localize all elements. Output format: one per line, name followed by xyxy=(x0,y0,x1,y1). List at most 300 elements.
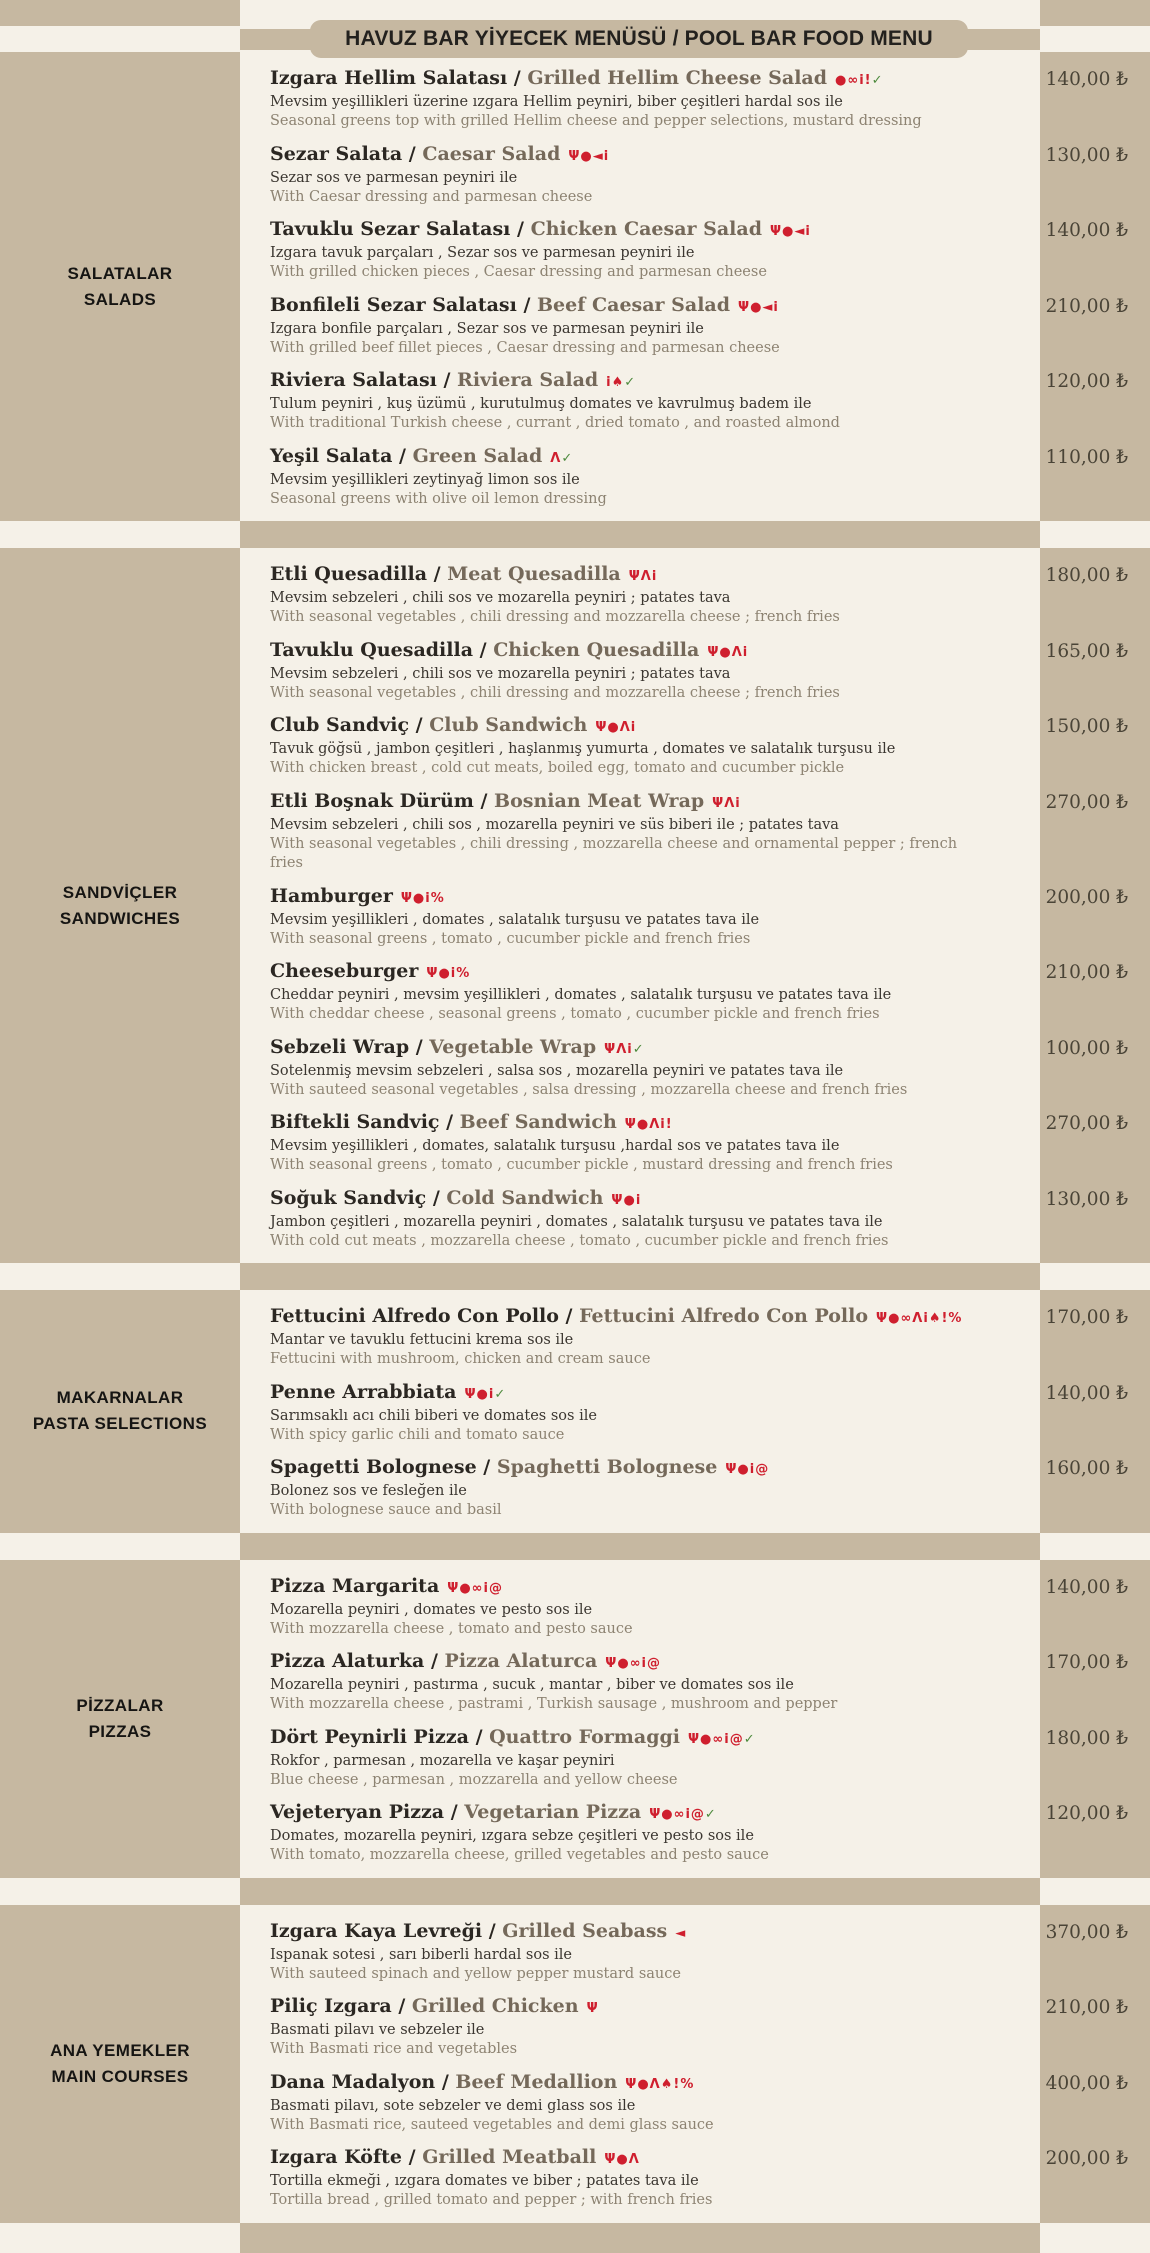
item-name-tr: Etli Quesadilla xyxy=(270,563,428,585)
item-desc-tr: Jambon çeşitleri , mozarella peyniri , domates , salatalık turşusu ve patates tava ile xyxy=(270,1213,883,1230)
vegetarian-icon: ✓ xyxy=(743,1731,756,1747)
item-desc-en: With chicken breast , cold cut meats, boiled egg, tomato and cucumber pickle xyxy=(270,760,845,776)
item-allergen-icons xyxy=(876,1311,962,1326)
item-allergen-icons xyxy=(675,1926,686,1941)
sesame-icon: % xyxy=(948,1311,963,1326)
item-name-slash: / xyxy=(476,1456,497,1478)
wheat-icon: Ψ xyxy=(876,1311,889,1326)
celery-icon: Λ xyxy=(616,1041,628,1057)
item-name-tr: Dört Peynirli Pizza xyxy=(270,1725,469,1748)
item-desc-en: Seasonal greens top with grilled Hellim cheese and pepper selections, mustard dressing xyxy=(270,113,922,129)
item-price: 140,00 ₺ xyxy=(1040,1560,1150,1647)
wheat-icon: Ψ xyxy=(769,224,783,239)
menu-section xyxy=(0,1290,1150,1533)
celery-icon: Λ xyxy=(628,2152,640,2167)
menu-item xyxy=(240,2067,1150,2143)
item-title xyxy=(270,1186,1030,1213)
item-name-slash: / xyxy=(473,789,495,812)
section-separator xyxy=(0,1533,1150,1560)
egg-icon: ● xyxy=(661,1807,674,1822)
item-name-slash: / xyxy=(402,142,423,165)
item-desc-tr: Tulum peyniri , kuş üzümü , kurutulmuş domates ve kavrulmuş badem ile xyxy=(270,396,812,412)
item-desc-tr: Mevsim yeşillikleri , domates , salatalık turşusu ve patates tava ile xyxy=(270,911,760,928)
celery-icon: Λ xyxy=(731,644,743,660)
item-allergen-icons xyxy=(738,300,779,315)
item-allergen-icons xyxy=(587,2001,599,2016)
section-separator xyxy=(0,1878,1150,1905)
item-name-slash: / xyxy=(427,563,448,585)
item-allergen-icons xyxy=(401,891,445,906)
item-allergen-icons xyxy=(604,1042,644,1057)
item-name-en: Fettucini Alfredo Con Pollo xyxy=(579,1305,869,1327)
item-name-slash: / xyxy=(435,2070,456,2093)
item-desc-tr: Mevsim yeşillikleri zeytinyağ limon sos ile xyxy=(270,471,580,488)
celery-icon: Λ xyxy=(912,1311,924,1326)
wheat-icon: Ψ xyxy=(447,1580,460,1596)
egg-icon: ● xyxy=(700,1731,713,1747)
item-name-en: Club Sandwich xyxy=(429,714,588,736)
item-desc-en: With grilled chicken pieces , Caesar dressing and parmesan cheese xyxy=(270,264,767,280)
item-name-en: Vegetable Wrap xyxy=(429,1035,597,1058)
item-price: 165,00 ₺ xyxy=(1040,635,1150,711)
menu-item xyxy=(240,1797,1150,1878)
egg-icon: ● xyxy=(637,2076,650,2092)
menu-item xyxy=(240,956,1150,1032)
item-desc-en: With seasonal vegetables , chili dressing and mozzarella cheese ; french fries xyxy=(270,609,840,625)
fish-icon: ◄ xyxy=(794,224,806,239)
item-desc-tr: Mevsim yeşillikleri üzerine ızgara Hellim peyniri, biber çeşitleri hardal sos ile xyxy=(270,94,843,110)
item-price: 130,00 ₺ xyxy=(1040,1183,1150,1264)
item-title xyxy=(270,884,1030,911)
item-allergen-icons xyxy=(712,796,741,811)
bottle-icon: i xyxy=(425,890,431,906)
item-desc-tr: Mozarella peyniri , pastırma , sucuk , mantar , biber ve domates sos ile xyxy=(270,1677,794,1693)
item-price: 210,00 ₺ xyxy=(1040,290,1150,366)
menu-section xyxy=(0,1905,1150,2223)
item-name-slash: / xyxy=(516,293,537,316)
bottle-icon: i xyxy=(635,1192,642,1208)
egg-icon: ● xyxy=(617,1656,630,1671)
item-desc-en: With traditional Turkish cheese , currant , dried tomato , and roasted almond xyxy=(270,415,840,431)
wheat-icon: Ψ xyxy=(628,569,641,584)
item-desc-en: Blue cheese , parmesan , mozzarella and yellow cheese xyxy=(270,1771,678,1788)
item-desc-tr: Cheddar peyniri , mevsim yeşillikleri , domates , salatalık turşusu ve patates tava ile xyxy=(270,987,892,1003)
vegetarian-icon: ✓ xyxy=(704,1807,717,1822)
bottle-icon: i xyxy=(805,224,811,239)
item-name-slash: / xyxy=(482,1919,503,1942)
item-title xyxy=(270,1304,1030,1331)
item-name-slash: / xyxy=(426,1186,447,1209)
menu-item xyxy=(240,2142,1150,2223)
wheat-icon: Ψ xyxy=(725,1462,738,1477)
wheat-icon: Ψ xyxy=(649,1807,662,1822)
item-price: 120,00 ₺ xyxy=(1040,365,1150,441)
item-title xyxy=(270,142,1030,169)
item-desc-tr: Sotelenmiş mevsim sebzeleri , salsa sos , mozarella peyniri ve patates tava ile xyxy=(270,1062,844,1079)
item-desc-en: With seasonal greens , tomato , cucumber pickle , mustard dressing and french fries xyxy=(270,1157,893,1173)
item-name-tr: Bonfileli Sezar Salatası xyxy=(270,293,517,316)
item-allergen-icons xyxy=(568,149,609,164)
menu-item xyxy=(240,1905,1150,1992)
section-label-line: SALADS xyxy=(83,289,157,309)
item-desc-tr: Mevsim sebzeleri , chili sos ve mozarella peyniri ; patates tava xyxy=(270,590,731,606)
fish-icon: ◄ xyxy=(762,299,774,315)
item-allergen-icons xyxy=(550,451,573,466)
menu-item xyxy=(240,1107,1150,1183)
item-title xyxy=(270,368,1030,395)
section-separator xyxy=(0,521,1150,548)
item-desc-tr: Tavuk göğsü , jambon çeşitleri , haşlanmış yumurta , domates ve salatalık turşusu ile xyxy=(270,741,896,757)
item-title xyxy=(270,2070,1030,2097)
menu-item-main xyxy=(240,710,1040,786)
item-name-tr: Izgara Kaya Levreği xyxy=(270,1919,483,1942)
item-price: 210,00 ₺ xyxy=(1040,956,1150,1032)
item-price: 180,00 ₺ xyxy=(1040,1722,1150,1798)
egg-icon: ● xyxy=(623,1192,636,1208)
menu-item-main xyxy=(240,1560,1040,1647)
item-price: 270,00 ₺ xyxy=(1040,1107,1150,1183)
item-desc-en: With tomato, mozzarella cheese, grilled vegetables and pesto sauce xyxy=(270,1847,769,1863)
item-name-tr: Izgara Köfte xyxy=(270,2146,403,2168)
menu-item xyxy=(240,139,1150,215)
menu-item xyxy=(240,710,1150,786)
vegetarian-icon: ✓ xyxy=(871,73,884,88)
item-name-tr: Yeşil Salata xyxy=(270,444,393,467)
item-price: 170,00 ₺ xyxy=(1040,1290,1150,1377)
menu-item xyxy=(240,1290,1150,1377)
menu-item xyxy=(240,1560,1150,1647)
celery-icon: Λ xyxy=(640,569,652,584)
spiral-icon: @ xyxy=(647,1656,661,1671)
item-allergen-icons xyxy=(604,2152,639,2167)
section-items xyxy=(240,1905,1150,2223)
bottle-icon: i xyxy=(483,1580,489,1596)
menu-item-main xyxy=(240,290,1040,366)
section-label-line: MAIN COURSES xyxy=(51,2066,189,2086)
section-label-line: ANA YEMEKLER xyxy=(50,2040,190,2060)
celery-icon: Λ xyxy=(649,2076,661,2092)
section-items xyxy=(240,548,1150,1263)
item-name-en: Chicken Quesadilla xyxy=(493,638,700,661)
item-name-slash: / xyxy=(468,1725,490,1748)
item-desc-en: With bolognese sauce and basil xyxy=(270,1502,502,1518)
section-label-line: PIZZAS xyxy=(88,1721,152,1741)
egg-icon: ● xyxy=(607,720,620,735)
menu-item xyxy=(240,1646,1150,1722)
egg-icon: ● xyxy=(737,1462,750,1477)
item-price: 140,00 ₺ xyxy=(1040,52,1150,139)
egg-icon: ● xyxy=(459,1580,472,1596)
item-name-slash: / xyxy=(510,218,531,240)
item-desc-tr: Mevsim sebzeleri , chili sos ve mozarella peyniri ; patates tava xyxy=(270,665,731,682)
item-name-slash: / xyxy=(409,714,430,736)
spiral-icon: @ xyxy=(488,1580,503,1596)
wheat-icon: Ψ xyxy=(426,966,439,981)
section-label-line: MAKARNALAR xyxy=(56,1388,184,1408)
menu-item xyxy=(240,1991,1150,2067)
wheat-icon: Ψ xyxy=(400,890,413,906)
celery-icon: Λ xyxy=(619,720,631,735)
item-price: 200,00 ₺ xyxy=(1040,2142,1150,2223)
menu-item-main xyxy=(240,1377,1040,1453)
item-name-en: Vegetarian Pizza xyxy=(464,1801,642,1823)
item-name-tr: Pizza Margarita xyxy=(270,1574,440,1597)
menu-item-main xyxy=(240,1905,1040,1992)
fish-icon: ◄ xyxy=(592,148,604,164)
item-title xyxy=(270,444,1030,471)
item-allergen-icons xyxy=(605,1656,661,1671)
celery-icon: Λ xyxy=(550,450,562,466)
item-title xyxy=(270,562,1030,589)
item-desc-en: Fettucini with mushroom, chicken and cream sauce xyxy=(270,1351,651,1367)
menu-item-main xyxy=(240,2067,1040,2143)
item-allergen-icons xyxy=(835,73,884,88)
item-title xyxy=(270,1035,1030,1062)
item-price: 110,00 ₺ xyxy=(1040,441,1150,522)
vegetarian-icon: ✓ xyxy=(624,375,637,390)
item-desc-en: With mozzarella cheese , tomato and pesto sauce xyxy=(270,1620,633,1637)
item-name-en: Green Salad xyxy=(412,444,543,467)
egg-icon: ● xyxy=(412,890,426,906)
item-allergen-icons xyxy=(629,569,658,584)
item-desc-en: With seasonal greens , tomato , cucumber pickle and french fries xyxy=(270,930,751,947)
item-name-tr: Sebzeli Wrap xyxy=(270,1035,410,1058)
menu-item-main xyxy=(240,956,1040,1032)
wheat-icon: Ψ xyxy=(624,1117,637,1132)
item-title xyxy=(270,1110,1030,1137)
bottle-icon: i xyxy=(606,375,612,390)
item-name-tr: Pizza Alaturka xyxy=(270,1650,425,1672)
item-name-en: Grilled Hellim Cheese Salad xyxy=(527,67,828,89)
menu-item-main xyxy=(240,635,1040,711)
exclamation-icon: ! xyxy=(941,1311,949,1326)
item-name-en: Grilled Seabass xyxy=(502,1919,668,1942)
item-name-tr: Penne Arrabbiata xyxy=(270,1380,457,1403)
menu-item xyxy=(240,635,1150,711)
sesame-icon: % xyxy=(680,2076,695,2092)
item-title xyxy=(270,1994,1030,2021)
menu-item xyxy=(240,52,1150,139)
item-price: 400,00 ₺ xyxy=(1040,2067,1150,2143)
menu-item-main xyxy=(240,1107,1040,1183)
item-price: 120,00 ₺ xyxy=(1040,1797,1150,1878)
item-name-slash: / xyxy=(392,444,413,467)
item-desc-tr: Mevsim yeşillikleri , domates, salatalık turşusu ,hardal sos ve patates tava ile xyxy=(270,1138,840,1154)
wheat-icon: Ψ xyxy=(595,720,608,735)
item-desc-tr: Mevsim sebzeleri , chili sos , mozarella peyniri ve süs biberi ile ; patates tava xyxy=(270,816,839,833)
menu-item xyxy=(240,214,1150,290)
menu-item xyxy=(240,441,1150,522)
bottle-icon: i xyxy=(450,966,457,981)
bottle-icon: i xyxy=(773,299,779,315)
section-label xyxy=(0,1560,240,1878)
item-title xyxy=(270,2145,1030,2172)
section-items xyxy=(240,1560,1150,1878)
item-name-slash: / xyxy=(424,1650,445,1672)
menu-header xyxy=(0,0,1150,52)
bottle-icon: i xyxy=(742,644,749,660)
menu-item-main xyxy=(240,365,1040,441)
almond-icon: ♠ xyxy=(660,2076,674,2092)
spiral-icon: @ xyxy=(729,1731,744,1747)
item-price: 270,00 ₺ xyxy=(1040,786,1150,881)
item-title xyxy=(270,789,1030,816)
item-title xyxy=(270,1380,1030,1407)
item-name-tr: Cheeseburger xyxy=(270,960,419,982)
sausage-icon: ∞ xyxy=(900,1311,913,1326)
item-allergen-icons xyxy=(688,1732,756,1747)
sausage-icon: ∞ xyxy=(471,1580,484,1596)
bottle-icon: i xyxy=(641,1656,647,1671)
item-name-slash: / xyxy=(507,67,528,89)
menu-section xyxy=(0,548,1150,1263)
item-name-slash: / xyxy=(444,1801,465,1823)
item-desc-tr: Sarımsaklı acı chili biberi ve domates sos ile xyxy=(270,1407,597,1424)
menu-item-main xyxy=(240,214,1040,290)
section-label-line: SANDWICHES xyxy=(59,908,181,928)
menu-title-bubble xyxy=(310,20,968,58)
egg-icon: ● xyxy=(616,2152,629,2167)
item-name-slash: / xyxy=(558,1305,580,1327)
item-allergen-icons xyxy=(625,1117,673,1132)
wheat-icon: Ψ xyxy=(605,1656,618,1671)
menu-item-main xyxy=(240,139,1040,215)
egg-icon: ● xyxy=(750,299,763,315)
menu-item-main xyxy=(240,1797,1040,1878)
section-label-line: SALATALAR xyxy=(67,263,173,283)
item-allergen-icons xyxy=(611,1193,641,1208)
item-price: 200,00 ₺ xyxy=(1040,881,1150,957)
item-title xyxy=(270,1649,1030,1676)
item-title xyxy=(270,1574,1030,1601)
item-price: 170,00 ₺ xyxy=(1040,1646,1150,1722)
item-name-en: Cold Sandwich xyxy=(446,1186,604,1209)
vegetarian-icon: ✓ xyxy=(632,1041,645,1057)
egg-icon: ● xyxy=(636,1117,650,1132)
item-name-tr: Fettucini Alfredo Con Pollo xyxy=(270,1305,559,1327)
item-allergen-icons xyxy=(464,1387,506,1402)
wheat-icon: Ψ xyxy=(625,2076,638,2092)
item-desc-en: Tortilla bread , grilled tomato and pepper ; with french fries xyxy=(270,2192,713,2208)
egg-icon: ● xyxy=(580,148,593,164)
menu-item xyxy=(240,1722,1150,1798)
spiral-icon: @ xyxy=(755,1462,770,1477)
bottle-icon: i xyxy=(724,1731,730,1747)
item-price: 160,00 ₺ xyxy=(1040,1452,1150,1533)
sesame-icon: % xyxy=(430,890,445,906)
item-name-tr: Vejeteryan Pizza xyxy=(270,1801,445,1823)
item-name-en: Riviera Salad xyxy=(457,369,599,391)
vegetarian-icon: ✓ xyxy=(561,450,574,466)
menu-item xyxy=(240,1452,1150,1533)
exclamation-icon: ! xyxy=(864,73,872,88)
almond-icon: ♠ xyxy=(928,1311,942,1326)
item-name-tr: Club Sandviç xyxy=(270,714,410,736)
item-name-tr: Tavuklu Sezar Salatası xyxy=(270,218,511,240)
item-name-en: Meat Quesadilla xyxy=(447,563,621,585)
item-name-tr: Soğuk Sandviç xyxy=(270,1186,427,1209)
menu-item-main xyxy=(240,1183,1040,1264)
item-name-slash: / xyxy=(391,1995,412,2017)
item-name-en: Bosnian Meat Wrap xyxy=(494,789,705,812)
item-name-slash: / xyxy=(439,1111,460,1133)
item-name-tr: Tavuklu Quesadilla xyxy=(270,638,474,661)
item-name-en: Pizza Alaturca xyxy=(444,1650,598,1672)
section-label xyxy=(0,548,240,1263)
item-desc-en: With seasonal vegetables , chili dressing , mozzarella cheese and ornamental pepper ; french fries xyxy=(270,835,958,871)
section-items xyxy=(240,1290,1150,1533)
bottle-icon: i xyxy=(749,1462,756,1477)
wheat-icon: Ψ xyxy=(712,795,725,811)
menu-item xyxy=(240,786,1150,881)
item-desc-tr: Ispanak sotesi , sarı biberli hardal sos ile xyxy=(270,1946,572,1963)
item-allergen-icons xyxy=(606,375,636,390)
header-right-corner-block xyxy=(1040,0,1150,26)
wheat-icon: Ψ xyxy=(707,644,720,660)
item-title xyxy=(270,293,1030,320)
item-name-tr: Spagetti Bolognese xyxy=(270,1456,477,1478)
menu-section xyxy=(0,1560,1150,1878)
item-title xyxy=(270,1919,1030,1946)
celery-icon: Λ xyxy=(724,795,736,811)
menu-item-main xyxy=(240,548,1040,635)
sausage-icon: ∞ xyxy=(847,73,860,88)
item-title xyxy=(270,959,1030,986)
item-name-tr: Biftekli Sandviç xyxy=(270,1111,440,1133)
item-allergen-icons xyxy=(725,1462,769,1477)
sausage-icon: ∞ xyxy=(712,1731,725,1747)
section-label-line: PİZZALAR xyxy=(76,1695,164,1715)
wheat-icon: Ψ xyxy=(464,1386,477,1402)
menu-item xyxy=(240,881,1150,957)
item-name-tr: Piliç Izgara xyxy=(270,1995,392,2017)
menu-item-main xyxy=(240,2142,1040,2223)
bottom-separator xyxy=(0,2223,1150,2253)
wheat-icon: Ψ xyxy=(604,1041,617,1057)
item-name-en: Grilled Chicken xyxy=(411,1995,579,2017)
bottle-icon: i xyxy=(630,720,637,735)
item-desc-en: With grilled beef fillet pieces , Caesar dressing and parmesan cheese xyxy=(270,339,780,356)
item-price: 370,00 ₺ xyxy=(1040,1905,1150,1992)
bottle-icon: i xyxy=(660,1117,666,1132)
item-name-slash: / xyxy=(409,1035,430,1058)
spiral-icon: @ xyxy=(690,1807,705,1822)
egg-icon: ● xyxy=(782,224,795,239)
item-desc-tr: Mozarella peyniri , domates ve pesto sos ile xyxy=(270,1601,593,1618)
item-desc-tr: Basmati pilavı, sote sebzeler ve demi glass sos ile xyxy=(270,2097,636,2114)
item-allergen-icons xyxy=(770,224,811,239)
wheat-icon: Ψ xyxy=(586,2001,599,2016)
item-desc-en: With cheddar cheese , seasonal greens , tomato , cucumber pickle and french fries xyxy=(270,1006,880,1022)
item-title xyxy=(270,1455,1030,1482)
item-desc-tr: Izgara tavuk parçaları , Sezar sos ve parmesan peyniri ile xyxy=(270,245,695,261)
sesame-icon: % xyxy=(456,966,471,981)
item-name-tr: Dana Madalyon xyxy=(270,2070,436,2093)
item-desc-en: With sauteed seasonal vegetables , salsa dressing , mozzarella cheese and french fries xyxy=(270,1081,908,1098)
item-allergen-icons xyxy=(707,645,748,660)
item-title xyxy=(270,1800,1030,1827)
egg-icon: ● xyxy=(888,1311,901,1326)
section-label xyxy=(0,1290,240,1533)
menu-section xyxy=(0,52,1150,521)
item-title xyxy=(270,1725,1030,1752)
fish-icon: ◄ xyxy=(675,1925,687,1941)
menu-item xyxy=(240,1377,1150,1453)
item-desc-tr: Domates, mozarella peyniri, ızgara sebze çeşitleri ve pesto sos ile xyxy=(270,1828,754,1844)
item-allergen-icons xyxy=(595,720,636,735)
menu-item xyxy=(240,1032,1150,1108)
menu-title: HAVUZ BAR YİYECEK MENÜSÜ / POOL BAR FOOD MENU xyxy=(345,27,933,50)
